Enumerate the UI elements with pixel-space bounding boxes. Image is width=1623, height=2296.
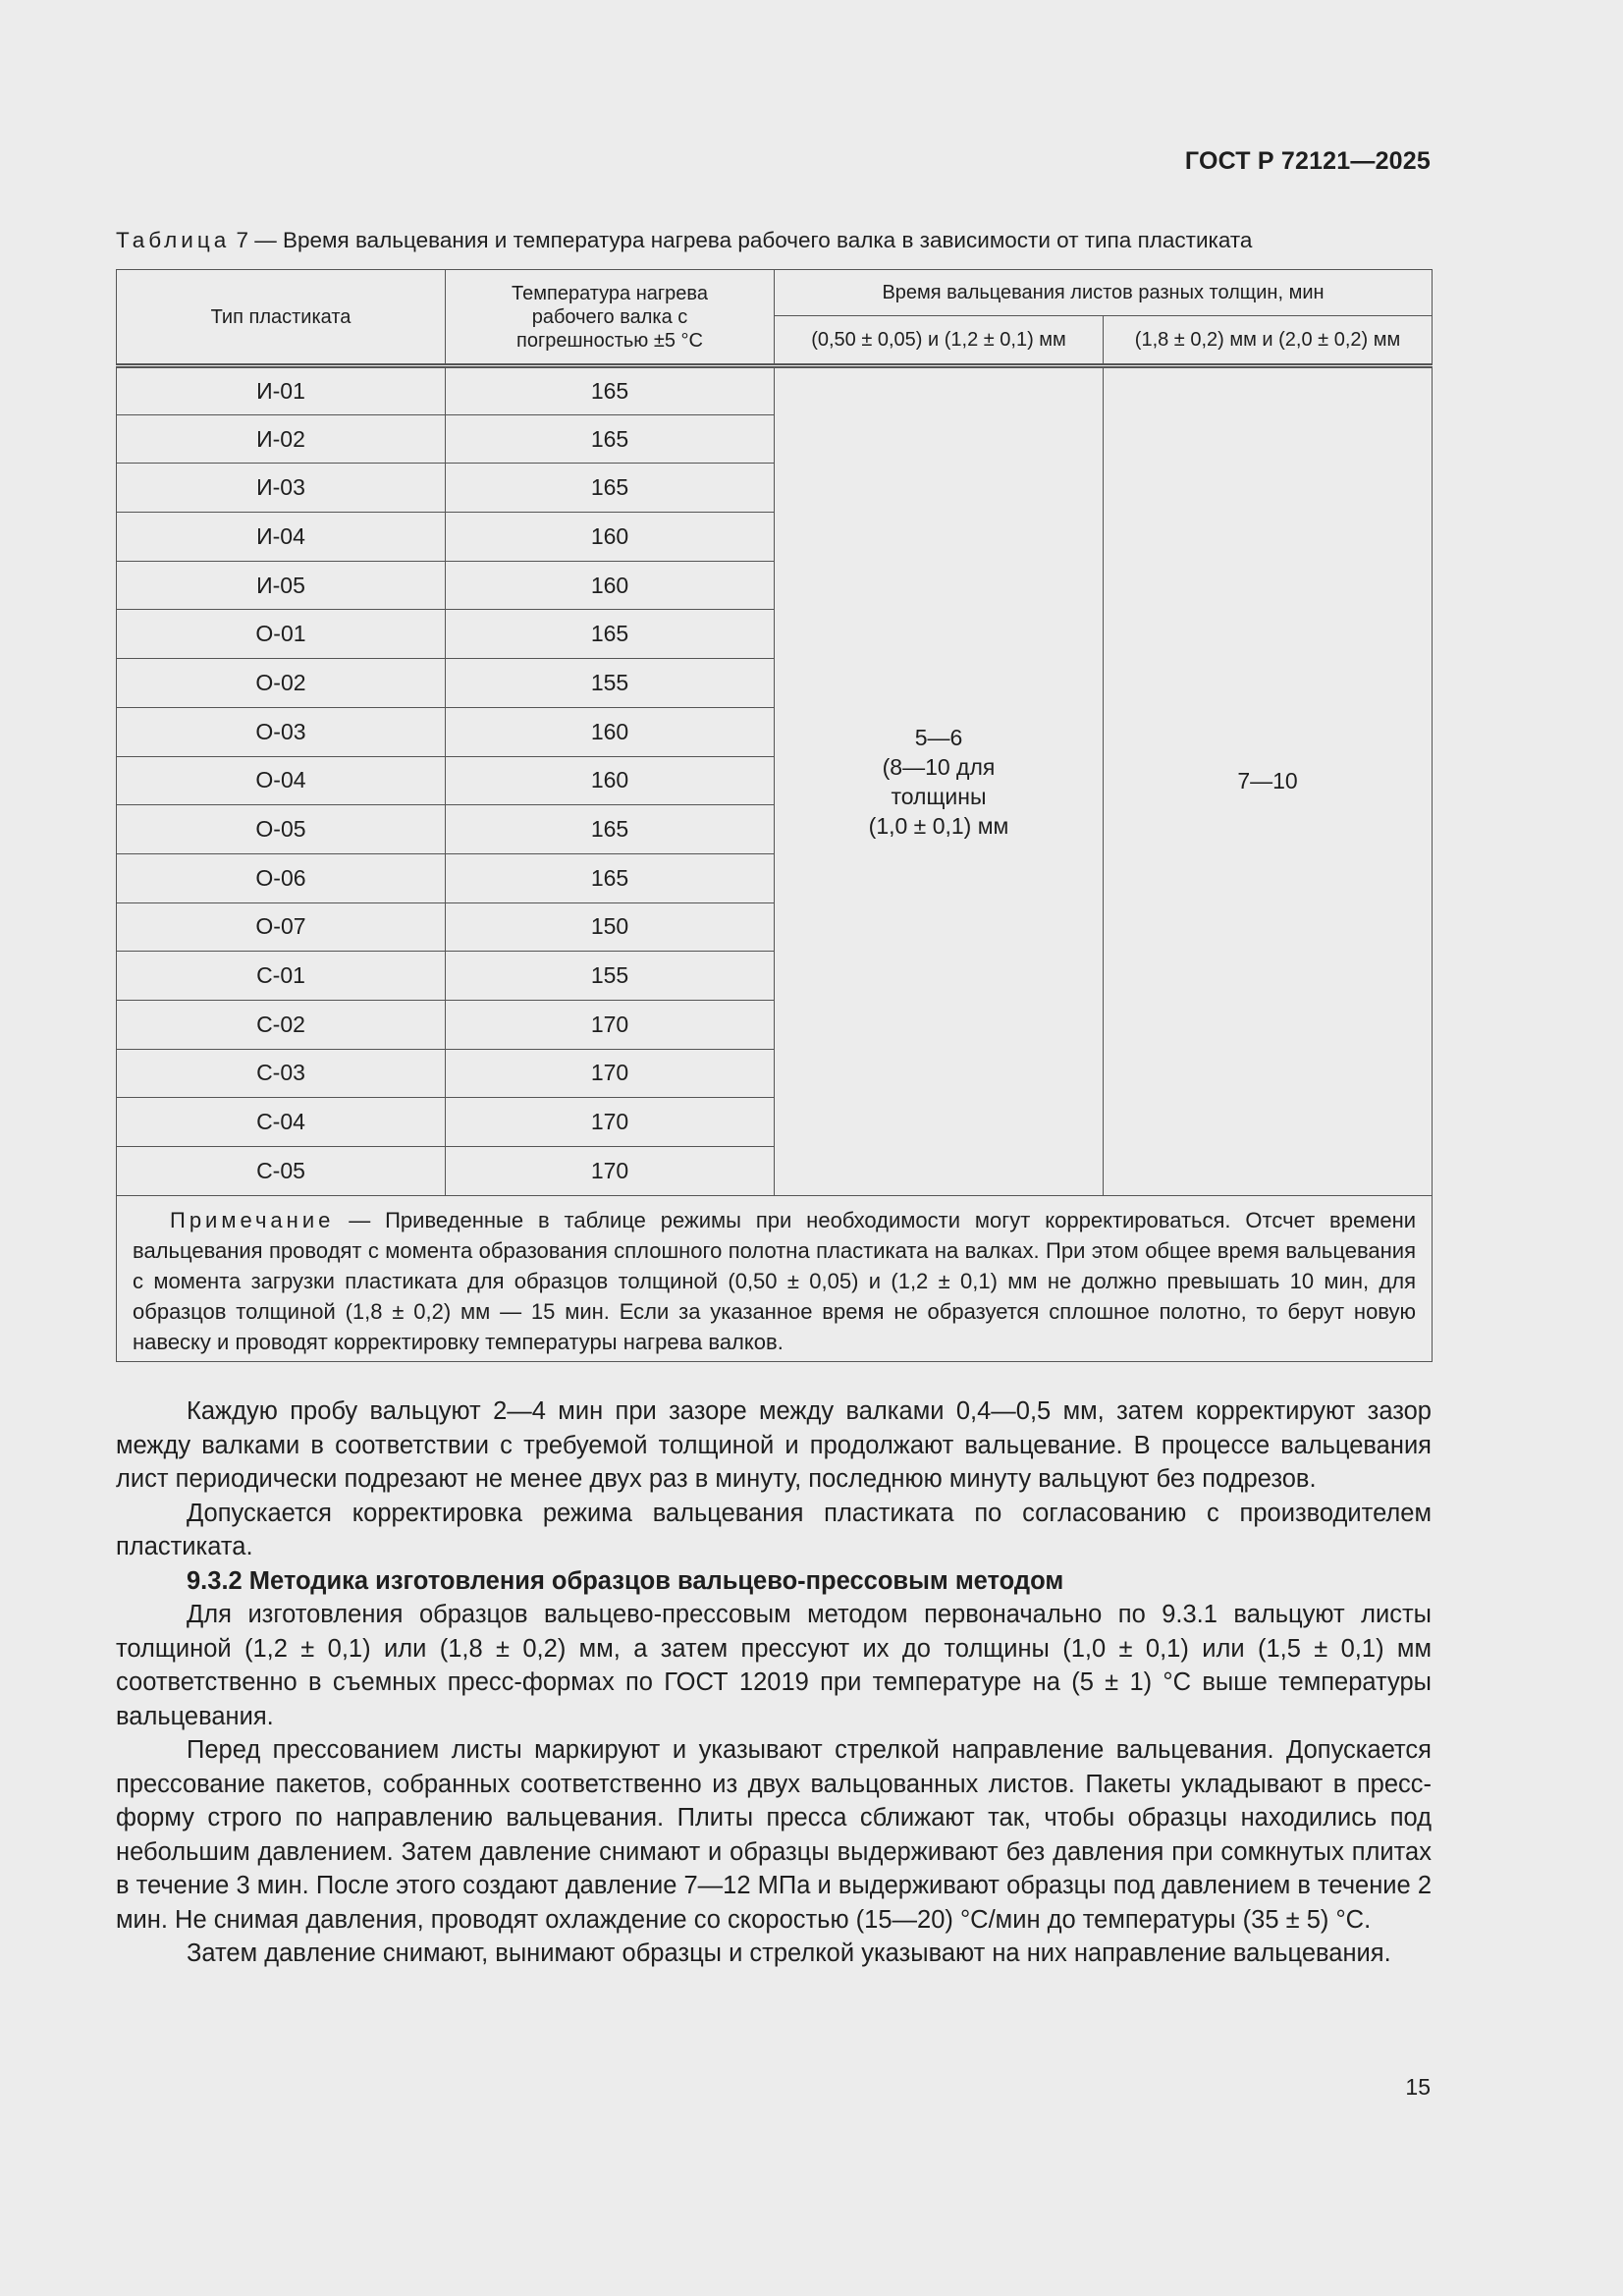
cell-time-thin: [775, 366, 1104, 1196]
time-thin-line: (1,0 ± 0,1) мм: [868, 812, 1009, 839]
cell-type: И-05: [117, 561, 446, 610]
cell-temp: 170: [446, 1049, 775, 1098]
time-thin-line: толщины: [891, 783, 987, 809]
paragraph: Каждую пробу вальцуют 2—4 мин при зазоре между валками 0,4—0,5 мм, затем корректируют зазор между валками в соответствии с требуемой толщиной и продолжают вальцевание. В процессе вальцевания лист периодически подрезают не менее двух раз в минуту, последнюю минуту вальцуют без подрезов.: [116, 1397, 1432, 1493]
cell-type: О-06: [117, 853, 446, 902]
header-temperature: Температура нагрева рабочего валка с погрешностью ±5 °С: [446, 270, 775, 366]
table-caption-text: 7 — Время вальцевания и температура нагрева рабочего валка в зависимости от типа пластиката: [230, 228, 1253, 252]
time-thin-line: (8—10 для: [882, 753, 996, 780]
note-text: — Приведенные в таблице режимы при необходимости могут корректироваться. Отсчет времени вальцевания проводят с момента образования сплошного полотна пластиката на валках. При этом общее время вальцевания с момента загрузки пластиката для образцов толщиной (0,50 ± 0,05) и (1,2 ± 0,1) мм не должно превышать 10 мин, для образцов толщиной (1,8 ± 0,2) мм — 15 мин. Если за указанное время не образуется сплошное полотно, то берут новую навеску и проводят корректировку температуры нагрева валков.: [133, 1207, 1417, 1354]
cell-temp: 165: [446, 805, 775, 854]
paragraph: Перед прессованием листы маркируют и указывают стрелкой направление вальцевания. Допускается прессование пакетов, собранных соответственно из двух вальцованных листов. Пакеты укладывают в пресс-форму строго по направлению вальцевания. Плиты пресса сближают так, чтобы образцы находились под небольшим давлением. Затем давление снимают и образцы выдерживают без давления при сомкнутых плитах в течение 3 мин. После этого создают давление 7—12 МПа и выдерживают образцы под давлением в течение 2 мин. Не снимая давления, проводят охлаждение со скоростью (15—20) °С/мин до температуры (35 ± 5) °С.: [116, 1736, 1432, 1934]
cell-type: И-01: [117, 366, 446, 415]
cell-temp: 165: [446, 853, 775, 902]
cell-temp: 160: [446, 756, 775, 805]
cell-type: С-02: [117, 1000, 446, 1049]
cell-temp: 165: [446, 366, 775, 415]
cell-temp: 155: [446, 952, 775, 1001]
cell-type: О-05: [117, 805, 446, 854]
cell-temp: 160: [446, 707, 775, 756]
paragraph: Для изготовления образцов вальцево-прессовым методом первоначально по 9.3.1 вальцуют листы толщиной (1,2 ± 0,1) или (1,8 ± 0,2) мм, а затем прессуют их до толщины (1,0 ± 0,1) или (1,5 ± 0,1) мм соответственно в съемных пресс-формах по ГОСТ 12019 при температуре на (5 ± 1) °С выше температуры вальцевания.: [116, 1601, 1432, 1730]
cell-temp: 170: [446, 1147, 775, 1196]
cell-type: О-03: [117, 707, 446, 756]
note-label: Примечание: [170, 1207, 335, 1232]
table-row: [117, 366, 1433, 415]
cell-temp: 150: [446, 902, 775, 952]
header-thin-sheets: (0,50 ± 0,05) и (1,2 ± 0,1) мм: [775, 316, 1104, 366]
cell-temp: 160: [446, 513, 775, 562]
cell-temp: 165: [446, 610, 775, 659]
cell-temp: 155: [446, 659, 775, 708]
section-heading: 9.3.2 Методика изготовления образцов вальцево-прессовым методом: [187, 1566, 1064, 1595]
cell-temp: 170: [446, 1098, 775, 1147]
table-note: [117, 1195, 1433, 1361]
cell-temp: 160: [446, 561, 775, 610]
cell-temp: 165: [446, 464, 775, 513]
cell-temp: 170: [446, 1000, 775, 1049]
header-rolling-time: Время вальцевания листов разных толщин, мин: [775, 270, 1433, 316]
paragraph: Допускается корректировка режима вальцевания пластиката по согласованию с производителем пластиката.: [116, 1499, 1432, 1560]
body-text: [116, 1394, 1432, 1971]
cell-type: С-01: [117, 952, 446, 1001]
cell-type: О-01: [117, 610, 446, 659]
page-number: 15: [1405, 2074, 1431, 2100]
header-plastic-type: Тип пластиката: [117, 270, 446, 366]
cell-type: О-07: [117, 902, 446, 952]
cell-type: С-03: [117, 1049, 446, 1098]
cell-type: О-02: [117, 659, 446, 708]
table-caption: [116, 228, 1432, 253]
cell-type: И-03: [117, 464, 446, 513]
document-code: ГОСТ Р 72121—2025: [1184, 147, 1431, 175]
note-row: [117, 1195, 1433, 1361]
cell-temp: 165: [446, 414, 775, 464]
cell-type: О-04: [117, 756, 446, 805]
cell-type: С-05: [117, 1147, 446, 1196]
cell-type: И-04: [117, 513, 446, 562]
header-thick-sheets: (1,8 ± 0,2) мм и (2,0 ± 0,2) мм: [1104, 316, 1433, 366]
table-caption-label: Таблица: [116, 228, 231, 252]
cell-type: И-02: [117, 414, 446, 464]
rolling-time-table: [116, 269, 1433, 1362]
time-thin-line: 5—6: [914, 724, 963, 750]
paragraph: Затем давление снимают, вынимают образцы и стрелкой указывают на них направление вальцевания.: [187, 1940, 1391, 1967]
cell-type: С-04: [117, 1098, 446, 1147]
cell-time-thick: 7—10: [1104, 366, 1433, 1196]
